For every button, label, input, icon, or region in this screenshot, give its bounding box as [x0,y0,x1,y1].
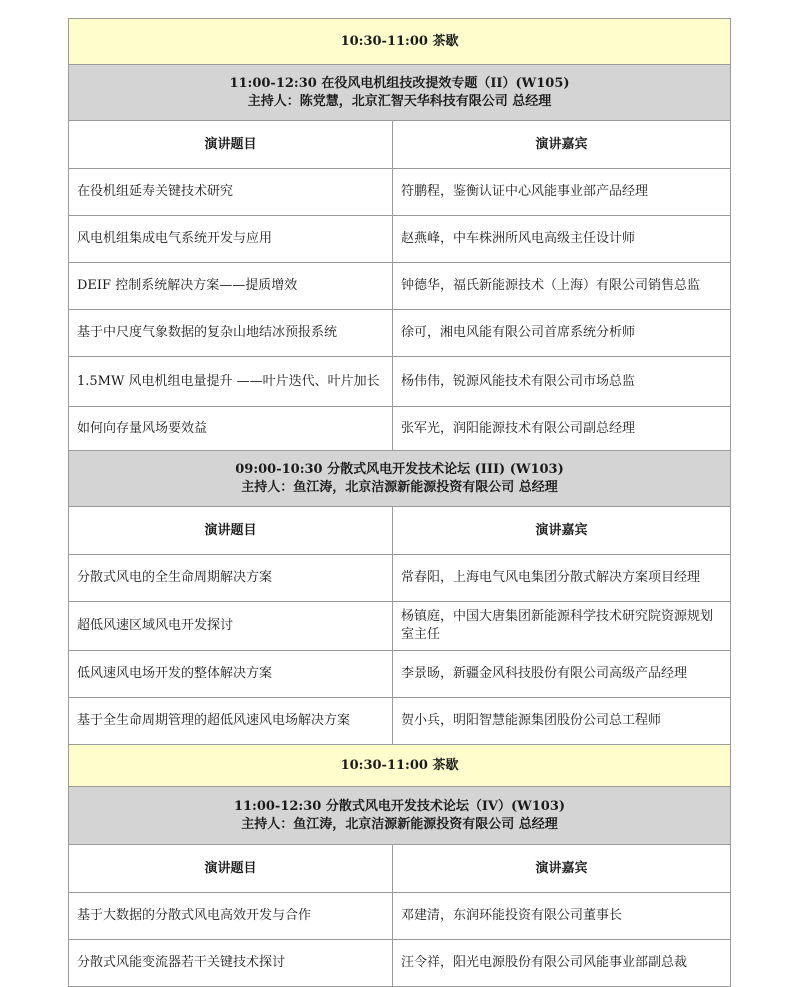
talk-row [69,263,731,310]
session-header [69,787,731,845]
talk-speaker: 汪令祥，阳光电源股份有限公司风能事业部副总裁 [393,940,731,987]
talk-speaker: 徐可，湘电风能有限公司首席系统分析师 [393,310,731,357]
talk-row [69,310,731,357]
talk-row [69,216,731,263]
session-header-row [69,65,731,121]
session-header-row [69,787,731,845]
column-header-speaker: 演讲嘉宾 [393,121,731,169]
tea-break-text: 10:30-11:00 茶歇 [69,19,731,65]
talk-topic: 分散式风能变流器若干关键技术探讨 [69,940,393,987]
column-header-row [69,845,731,893]
talk-speaker: 邓建清，东润环能投资有限公司董事长 [393,893,731,940]
tea-break-row [69,745,731,787]
talk-topic: DEIF 控制系统解决方案——提质增效 [69,263,393,310]
column-header-topic: 演讲题目 [69,507,393,555]
schedule-table [68,18,731,987]
column-header-row [69,507,731,555]
talk-row [69,555,731,602]
talk-row [69,407,731,451]
talk-topic: 超低风速区域风电开发探讨 [69,602,393,651]
talk-row [69,602,731,651]
session-header-row [69,451,731,507]
talk-topic: 如何向存量风场要效益 [69,407,393,451]
column-header-speaker: 演讲嘉宾 [393,507,731,555]
session-header [69,65,731,121]
session-host: 主持人：鱼江涛，北京洁源新能源投资有限公司 总经理 [241,479,558,495]
talk-topic: 基于全生命周期管理的超低风速风电场解决方案 [69,698,393,745]
column-header-row [69,121,731,169]
session-host: 主持人：陈党慧，北京汇智天华科技有限公司 总经理 [247,93,552,109]
session-host: 主持人：鱼江涛，北京洁源新能源投资有限公司 总经理 [241,816,558,832]
talk-speaker: 杨镇庭，中国大唐集团新能源科学技术研究院资源规划室主任 [393,602,731,651]
tea-break-text: 10:30-11:00 茶歇 [69,745,731,787]
session-title: 11:00-12:30 分散式风电开发技术论坛（IV）(W103) [233,798,566,814]
talk-topic: 分散式风电的全生命周期解决方案 [69,555,393,602]
talk-row [69,940,731,987]
talk-topic: 在役机组延寿关键技术研究 [69,169,393,216]
talk-topic: 基于大数据的分散式风电高效开发与合作 [69,893,393,940]
talk-row [69,651,731,698]
talk-row [69,357,731,407]
talk-speaker: 常春阳，上海电气风电集团分散式解决方案项目经理 [393,555,731,602]
talk-speaker: 符鹏程，鉴衡认证中心风能事业部产品经理 [393,169,731,216]
talk-row [69,169,731,216]
tea-break-row [69,19,731,65]
talk-speaker: 李景旸，新疆金风科技股份有限公司高级产品经理 [393,651,731,698]
session-header [69,451,731,507]
talk-speaker: 杨伟伟，锐源风能技术有限公司市场总监 [393,357,731,407]
session-title: 11:00-12:30 在役风电机组技改提效专题（II）(W105) [229,75,570,91]
column-header-topic: 演讲题目 [69,121,393,169]
talk-topic: 1.5MW 风电机组电量提升 ——叶片迭代、叶片加长 [69,357,393,407]
talk-topic: 基于中尺度气象数据的复杂山地结冰预报系统 [69,310,393,357]
column-header-topic: 演讲题目 [69,845,393,893]
talk-topic: 低风速风电场开发的整体解决方案 [69,651,393,698]
talk-speaker: 张军光，润阳能源技术有限公司副总经理 [393,407,731,451]
talk-row [69,698,731,745]
talk-row [69,893,731,940]
session-title: 09:00-10:30 分散式风电开发技术论坛 (III) (W103) [235,461,564,477]
talk-topic: 风电机组集成电气系统开发与应用 [69,216,393,263]
column-header-speaker: 演讲嘉宾 [393,845,731,893]
talk-speaker: 赵燕峰，中车株洲所风电高级主任设计师 [393,216,731,263]
talk-speaker: 贺小兵，明阳智慧能源集团股份公司总工程师 [393,698,731,745]
talk-speaker: 钟德华，福氏新能源技术（上海）有限公司销售总监 [393,263,731,310]
